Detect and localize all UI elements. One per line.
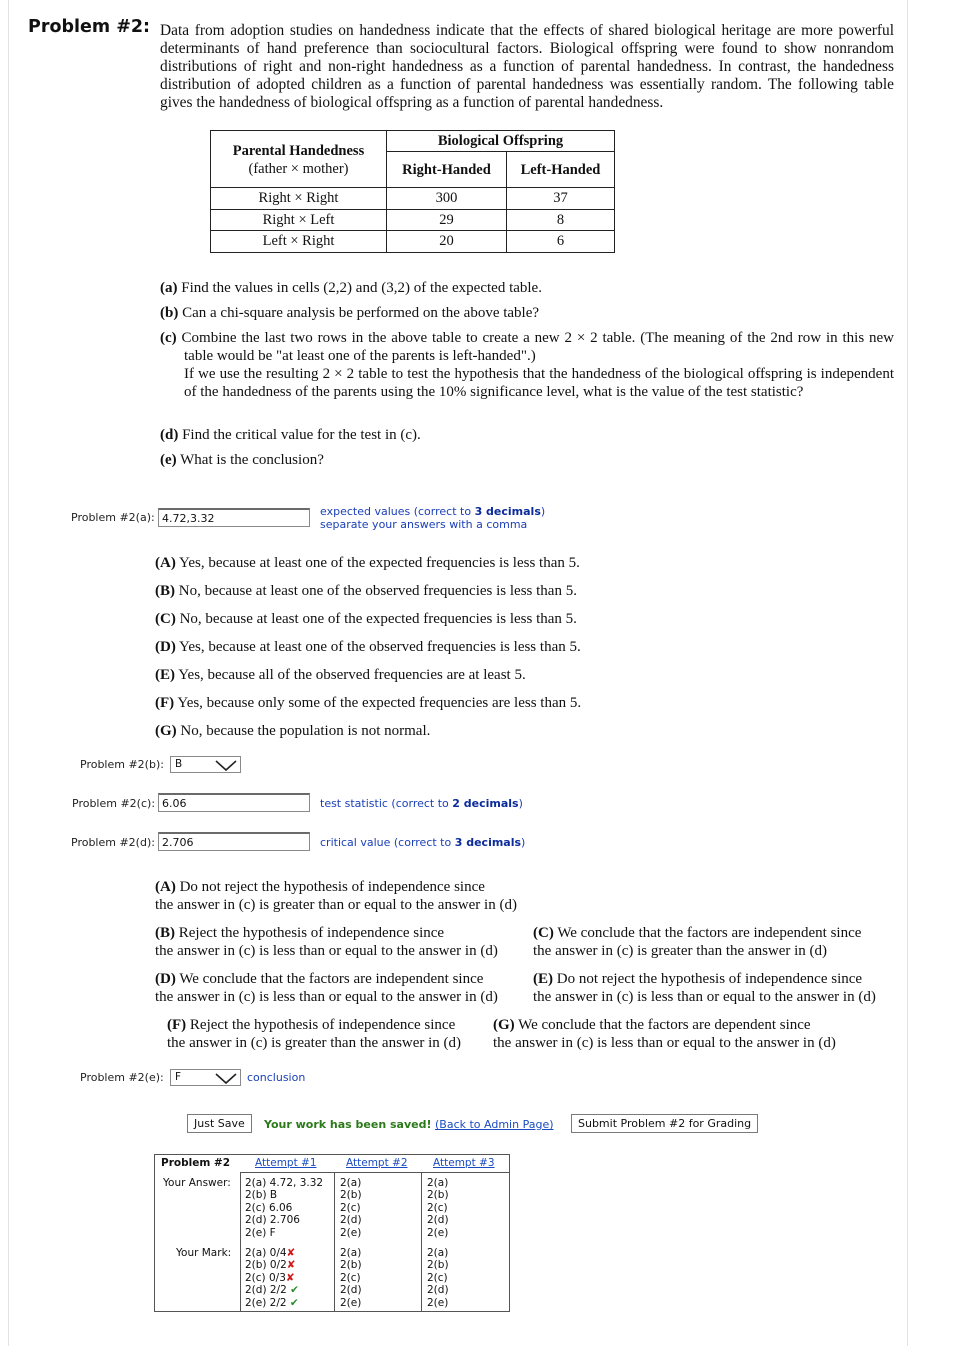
- question-text: Can a chi-square analysis be performed on the above table?: [182, 305, 540, 321]
- your-mark-label: Your Mark:: [176, 1247, 232, 1259]
- option-letter: (B): [155, 583, 175, 599]
- option-letter: (G): [493, 1017, 515, 1033]
- column-divider: [334, 1172, 335, 1311]
- attempt-2-answers: [340, 1177, 362, 1239]
- option-e-A: [155, 878, 517, 914]
- row-header-title: Parental Handedness: [232, 143, 365, 159]
- option-text: Yes, because at least one of the observed frequencies is less than 5.: [179, 639, 581, 655]
- problem-title: Problem #2:: [28, 17, 151, 37]
- option-e-C: [533, 924, 861, 960]
- answer-c-input[interactable]: 6.06: [158, 793, 310, 812]
- option-b-D: [155, 638, 581, 656]
- hint-text: expected values (correct to: [320, 505, 475, 518]
- option-text: Yes, because at least one of the expected frequencies is less than 5.: [179, 555, 580, 571]
- question-text: What is the conclusion?: [180, 452, 324, 468]
- attempt-1-marks: [245, 1247, 299, 1309]
- question-b: [160, 304, 539, 322]
- mark-line: [245, 1247, 299, 1259]
- back-to-admin-link[interactable]: (Back to Admin Page): [435, 1118, 554, 1131]
- option-text: the answer in (c) is greater than the answer in (d): [167, 1035, 462, 1051]
- option-e-D: [155, 970, 498, 1006]
- cell-value: 300: [387, 188, 507, 210]
- mark-text: 2(b) 0/2: [245, 1259, 287, 1272]
- question-e: [160, 451, 324, 469]
- col-header-right: Right-Handed: [387, 152, 507, 188]
- question-c: [160, 329, 894, 365]
- option-e-F: [167, 1016, 461, 1052]
- question-letter: (b): [160, 305, 179, 321]
- question-letter: (a): [160, 280, 178, 296]
- mark-text: 2(c) 0/3: [245, 1271, 286, 1284]
- option-text: Do not reject the hypothesis of independence since: [179, 879, 485, 895]
- question-letter: (e): [160, 452, 177, 468]
- option-text: Do not reject the hypothesis of independence since: [556, 971, 863, 987]
- option-text: We conclude that the factors are dependent since: [518, 1017, 811, 1033]
- cross-icon: ✘: [286, 1247, 296, 1259]
- row-label: Right × Left: [211, 209, 387, 231]
- mark-line: 2(c): [340, 1271, 361, 1284]
- option-letter: (F): [167, 1017, 187, 1033]
- chevron-down-icon: [214, 758, 238, 772]
- mark-line: 2(e): [427, 1296, 449, 1309]
- cell-value: 20: [387, 231, 507, 253]
- mark-line: [245, 1272, 299, 1284]
- hint-text: ): [540, 505, 546, 518]
- question-text: Find the values in cells (2,2) and (3,2) of the expected table.: [181, 280, 542, 296]
- answer-b-label: Problem #2(b):: [80, 758, 164, 771]
- option-letter: (F): [155, 695, 175, 711]
- option-text: the answer in (c) is greater than the answer in (d): [533, 943, 828, 959]
- option-text: the answer in (c) is less than or equal to the answer in (d): [155, 989, 498, 1005]
- answer-line: 2(d): [340, 1214, 362, 1227]
- option-text: Yes, because all of the observed frequencies are at least 5.: [178, 667, 526, 683]
- mark-line: [245, 1284, 299, 1296]
- option-e-B: [155, 924, 498, 960]
- your-answer-label: Your Answer:: [163, 1177, 231, 1189]
- row-header-sub: (father × mother): [248, 161, 349, 177]
- option-b-G: [155, 722, 430, 740]
- cell-value: 8: [507, 209, 615, 231]
- select-value: B: [175, 758, 183, 770]
- answer-a-hint: [320, 505, 545, 518]
- option-b-E: [155, 666, 526, 684]
- mark-text: 2(d) 2/2: [245, 1284, 287, 1297]
- option-text: No, because the population is not normal.: [180, 723, 431, 739]
- answer-d-hint: [320, 836, 525, 849]
- answer-line: 2(c): [427, 1201, 448, 1214]
- cell-value: 29: [387, 209, 507, 231]
- option-text: the answer in (c) is greater than or equal to the answer in (d): [155, 897, 517, 913]
- hint-text: ): [521, 836, 526, 849]
- answer-c-label: Problem #2(c):: [72, 797, 156, 810]
- option-letter: (A): [155, 555, 176, 571]
- attempt-1-link[interactable]: Attempt #1: [255, 1157, 317, 1169]
- question-letter: (d): [160, 427, 179, 443]
- col-header-left: Left-Handed: [507, 152, 615, 188]
- mark-line: 2(a): [340, 1247, 362, 1259]
- row-header-cell: [211, 131, 387, 188]
- mark-line: 2(d): [427, 1284, 449, 1297]
- answer-line: 2(c) 6.06: [245, 1201, 293, 1214]
- hint-bold: 2 decimals: [452, 797, 519, 810]
- mark-line: 2(c): [427, 1271, 448, 1284]
- option-letter: (C): [533, 925, 554, 941]
- answer-line: 2(b): [427, 1189, 449, 1202]
- answer-line: 2(a): [340, 1177, 362, 1189]
- hint-bold: 3 decimals: [454, 836, 522, 849]
- check-icon: ✔: [289, 1296, 299, 1309]
- check-icon: ✔: [290, 1284, 299, 1297]
- option-text: the answer in (c) is less than or equal to the answer in (d): [533, 989, 876, 1005]
- problem-intro: Data from adoption studies on handedness indicate that the effects of shared biological heritage are more powerful determinants of hand preference than sociocultural factors. Biological offspring were found to show nonrandom distributions of right and non-right handedness as a function of parental handedness. In contrast, the handedness distribution of adopted children as a function of parental handedness was essentially random. The following table gives the handedness of biological offspring as a function of parental handedness.: [160, 22, 894, 111]
- attempt-3-link[interactable]: Attempt #3: [433, 1157, 495, 1169]
- option-letter: (E): [533, 971, 553, 987]
- option-letter: (D): [155, 639, 176, 655]
- answer-a-label: Problem #2(a):: [71, 511, 155, 524]
- question-a: [160, 279, 542, 297]
- option-letter: (A): [155, 879, 176, 895]
- hint-text: ): [518, 797, 523, 810]
- cross-icon: ✘: [286, 1259, 296, 1272]
- mark-line: 2(e): [340, 1296, 362, 1309]
- answer-a-input[interactable]: 4.72,3.32: [158, 508, 310, 527]
- saved-message: Your work has been saved!: [264, 1118, 432, 1131]
- cell-value: 6: [507, 231, 615, 253]
- option-e-G: [493, 1016, 836, 1052]
- hint-text: critical value (correct to: [320, 836, 455, 849]
- option-b-F: [155, 694, 581, 712]
- option-e-E: [533, 970, 876, 1006]
- attempts-problem-label: Problem #2: [161, 1157, 231, 1169]
- option-text: Reject the hypothesis of independence since: [189, 1017, 456, 1033]
- attempt-2-link[interactable]: Attempt #2: [346, 1157, 408, 1169]
- option-text: Reject the hypothesis of independence since: [178, 925, 445, 941]
- attempts-table: [154, 1154, 510, 1312]
- option-letter: (E): [155, 667, 175, 683]
- cell-value: 37: [507, 188, 615, 210]
- answer-line: 2(d): [427, 1214, 449, 1227]
- option-letter: (G): [155, 723, 177, 739]
- attempt-2-marks: [340, 1247, 362, 1309]
- option-text: No, because at least one of the expected frequencies is less than 5.: [179, 611, 577, 627]
- answer-e-select[interactable]: [170, 1069, 241, 1086]
- just-save-button[interactable]: Just Save: [187, 1114, 252, 1133]
- attempt-3-answers: [427, 1177, 449, 1239]
- attempt-3-marks: [427, 1247, 449, 1309]
- row-label: Right × Right: [211, 188, 387, 210]
- handedness-table: [210, 130, 615, 253]
- answer-b-select[interactable]: [170, 756, 241, 773]
- question-text: Combine the last two rows in the above table to create a new 2 × 2 table. (The meaning of the 2nd row in this new table would be "at least one of the parents is left-handed".): [181, 330, 894, 364]
- mark-line: 2(a): [427, 1247, 449, 1259]
- answer-line: 2(a): [427, 1177, 449, 1189]
- answer-e-label: Problem #2(e):: [80, 1071, 164, 1084]
- question-letter: (c): [160, 330, 177, 346]
- chevron-down-icon: [214, 1071, 238, 1085]
- mark-text: 2(a) 0/4: [245, 1247, 287, 1259]
- table-row: [211, 231, 615, 253]
- row-label: Left × Right: [211, 231, 387, 253]
- option-text: We conclude that the factors are independent since: [179, 971, 484, 987]
- hint-text: test statistic (correct to: [320, 797, 453, 810]
- attempt-1-answers: [245, 1177, 323, 1239]
- answer-a-hint-2: separate your answers with a comma: [320, 518, 528, 531]
- submit-button[interactable]: Submit Problem #2 for Grading: [571, 1114, 758, 1133]
- option-text: Yes, because only some of the expected frequencies are less than 5.: [177, 695, 582, 711]
- question-c-continued: If we use the resulting 2 × 2 table to test the hypothesis that the handedness of the biological offspring is independent of the handedness of the parents using the 10% significance level, what is the value of the test statistic?: [184, 366, 894, 400]
- answer-line: 2(b): [340, 1189, 362, 1202]
- header-divider: [240, 1172, 509, 1173]
- answer-line: 2(d) 2.706: [245, 1214, 300, 1227]
- mark-line: [245, 1297, 299, 1309]
- question-d: [160, 426, 421, 444]
- mark-line: 2(d): [340, 1284, 362, 1297]
- group-header: Biological Offspring: [387, 131, 615, 152]
- answer-line: 2(c): [340, 1201, 361, 1214]
- option-letter: (D): [155, 971, 176, 987]
- question-text: Find the critical value for the test in (c).: [182, 427, 421, 443]
- mark-text: 2(e) 2/2: [245, 1296, 287, 1309]
- answer-line: 2(e): [340, 1226, 362, 1239]
- answer-line: 2(e) F: [245, 1226, 276, 1239]
- answer-c-hint: [320, 797, 523, 810]
- hint-bold: 3 decimals: [474, 505, 541, 518]
- answer-d-label: Problem #2(d):: [71, 836, 155, 849]
- answer-line: 2(a) 4.72, 3.32: [245, 1177, 324, 1189]
- option-b-C: [155, 610, 577, 628]
- table-row: [211, 188, 615, 210]
- mark-line: 2(b): [427, 1259, 449, 1272]
- option-text: the answer in (c) is less than or equal to the answer in (d): [155, 943, 498, 959]
- mark-line: 2(b): [340, 1259, 362, 1272]
- option-text: We conclude that the factors are independent since: [557, 925, 862, 941]
- option-text: the answer in (c) is less than or equal to the answer in (d): [493, 1035, 836, 1051]
- answer-line: 2(e): [427, 1226, 449, 1239]
- answer-d-input[interactable]: 2.706: [158, 832, 310, 851]
- cross-icon: ✘: [285, 1271, 295, 1284]
- option-b-B: [155, 582, 577, 600]
- option-letter: (B): [155, 925, 175, 941]
- table-row: [211, 209, 615, 231]
- option-b-A: [155, 554, 580, 572]
- option-letter: (C): [155, 611, 176, 627]
- mark-line: [245, 1259, 299, 1271]
- answer-e-hint: conclusion: [247, 1071, 306, 1084]
- answer-line: 2(b) B: [245, 1189, 278, 1202]
- option-text: No, because at least one of the observed frequencies is less than 5.: [178, 583, 577, 599]
- column-divider: [421, 1172, 422, 1311]
- select-value: F: [175, 1071, 182, 1083]
- column-divider: [240, 1172, 241, 1311]
